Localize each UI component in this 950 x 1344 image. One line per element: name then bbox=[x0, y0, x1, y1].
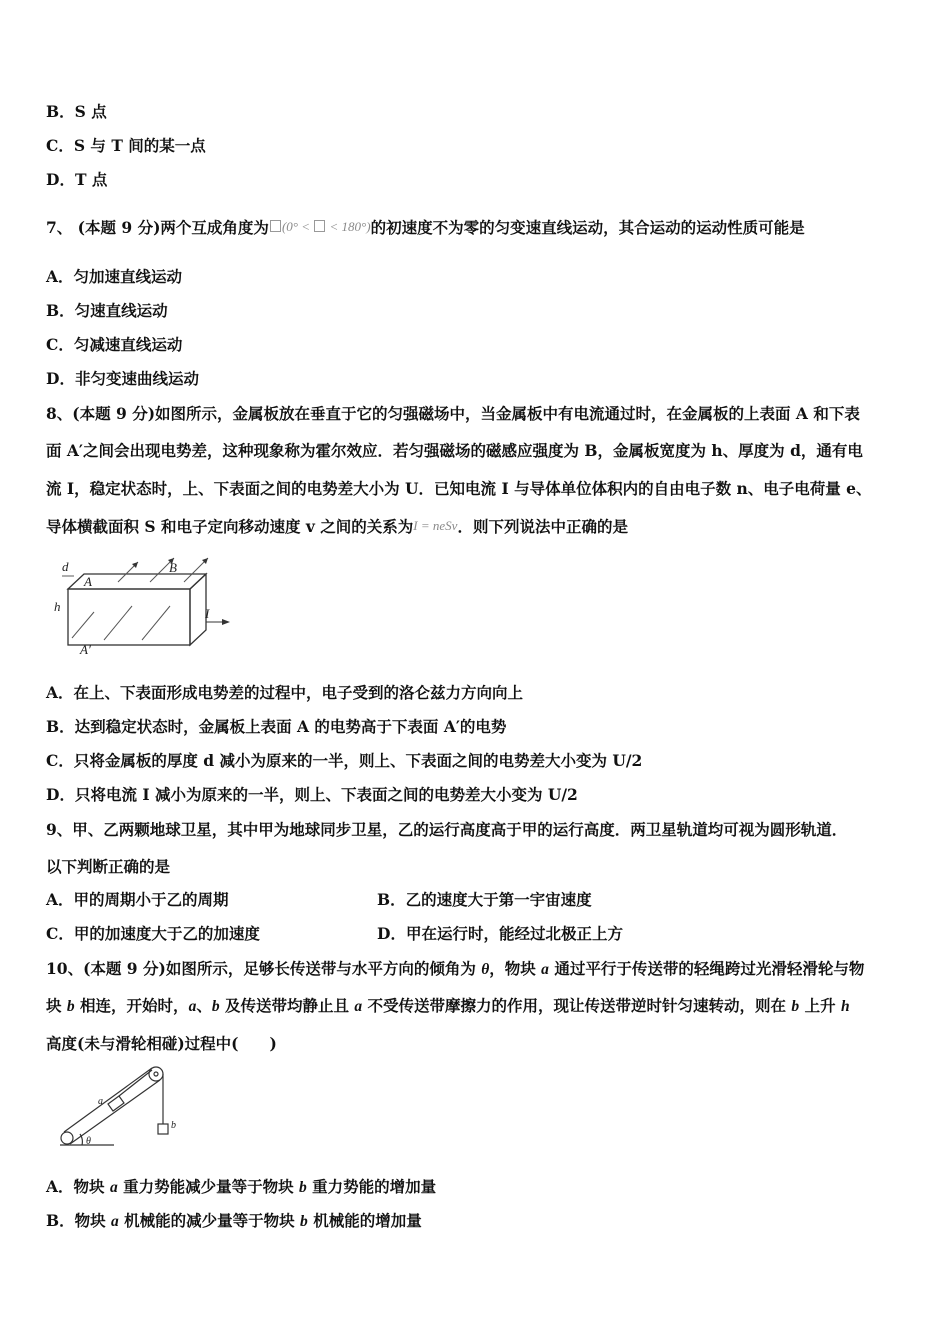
q8-option-d: D．只将电流 I 减小为原来的一半，则上、下表面之间的电势差大小变为 U/2 bbox=[46, 785, 578, 804]
q10-var-a: a bbox=[111, 1213, 119, 1230]
q10-option-a bbox=[46, 1177, 436, 1198]
q10-var-theta: θ bbox=[481, 961, 490, 978]
q8-stem-line4 bbox=[46, 516, 628, 537]
q7-angle-formula bbox=[269, 217, 371, 237]
q6-option-d: D．T 点 bbox=[46, 170, 108, 189]
q9-stem-line2: 以下判断正确的是 bbox=[46, 857, 171, 876]
q10-text: 及传送带均静止且 bbox=[219, 996, 355, 1015]
q9-option-a: A．甲的周期小于乙的周期 bbox=[46, 890, 229, 909]
q7-formula-part-a: (0° < bbox=[281, 219, 314, 234]
q10-text: 上升 bbox=[799, 996, 841, 1015]
q10-var-a: a bbox=[354, 998, 363, 1015]
q10-text: B．物块 bbox=[46, 1211, 111, 1230]
q10-var-a: a bbox=[109, 1179, 118, 1196]
q8-option-a: A．在上、下表面形成电势差的过程中，电子受到的洛仑兹力方向向上 bbox=[46, 683, 524, 702]
q10-text: ，物块 bbox=[489, 959, 542, 978]
q10-var-b: b bbox=[300, 1213, 308, 1230]
q10-text: 机械能的减少量等于物块 bbox=[118, 1211, 301, 1230]
q10-var-h: h bbox=[840, 998, 850, 1015]
q10-stem-line3: 高度(未与滑轮相碰)过程中( ) bbox=[46, 1034, 277, 1053]
q10-var-b: b bbox=[211, 998, 220, 1015]
q10-stem-line1 bbox=[46, 959, 864, 980]
current-arrowhead-icon bbox=[222, 619, 230, 625]
q10-var-a: a bbox=[541, 961, 549, 978]
placeholder-box-icon bbox=[270, 220, 281, 232]
q7-stem-post: 的初速度不为零的匀变速直线运动，其合运动的运动性质可能是 bbox=[370, 218, 805, 237]
label-h: h bbox=[54, 599, 61, 614]
q10-text: 重力势能减少量等于物块 bbox=[117, 1177, 299, 1196]
label-b: B bbox=[169, 560, 177, 575]
q10-text: 机械能的增加量 bbox=[307, 1211, 422, 1230]
metal-plate-side-face bbox=[190, 574, 206, 645]
block-b bbox=[158, 1124, 168, 1134]
q10-var-b: b bbox=[298, 1179, 307, 1196]
q10-text: 相连，开始时， bbox=[74, 996, 189, 1015]
q10-text: A．物块 bbox=[46, 1177, 110, 1196]
q9-option-c: C．甲的加速度大于乙的加速度 bbox=[46, 924, 260, 943]
q9-option-d: D．甲在运行时，能经过北极正上方 bbox=[377, 924, 623, 943]
q7-option-b: B．匀速直线运动 bbox=[46, 301, 168, 320]
q10-var-b: b bbox=[66, 998, 75, 1015]
q7-option-a: A．匀加速直线运动 bbox=[46, 267, 183, 286]
hall-effect-figure bbox=[48, 556, 238, 658]
q9-option-b: B．乙的速度大于第一宇宙速度 bbox=[377, 890, 592, 909]
top-pulley bbox=[149, 1067, 163, 1081]
q10-var-b: b bbox=[791, 998, 800, 1015]
q6-option-b: B．S 点 bbox=[46, 102, 107, 121]
pulley-axle bbox=[154, 1072, 158, 1076]
q7-option-d: D．非匀变速曲线运动 bbox=[46, 369, 199, 388]
label-a: a bbox=[98, 1096, 103, 1107]
q8-stem-line3: 流 I，稳定状态时，上、下表面之间的电势差大小为 U．已知电流 I 与导体单位体积内的自由电子数 n、电子电荷量 e、 bbox=[46, 479, 872, 498]
q8-option-c: C．只将金属板的厚度 d 减小为原来的一半，则上、下表面之间的电势差大小变为 U/2 bbox=[46, 751, 643, 770]
belt-lower-edge bbox=[70, 1080, 160, 1144]
q10-text: 通过平行于传送带的轻绳跨过光滑轻滑轮与物 bbox=[548, 959, 865, 978]
magnetic-field-lines bbox=[72, 558, 208, 640]
q10-option-b bbox=[46, 1211, 422, 1232]
q10-stem-line2 bbox=[46, 996, 850, 1017]
placeholder-box-icon bbox=[314, 220, 325, 232]
label-a-prime: A′ bbox=[80, 642, 91, 657]
q7-formula-part-b: < 180°) bbox=[326, 219, 371, 234]
label-d: d bbox=[62, 559, 69, 574]
label-a: A bbox=[84, 574, 92, 589]
label-theta: θ bbox=[86, 1136, 91, 1147]
q6-option-c: C．S 与 T 间的某一点 bbox=[46, 136, 206, 155]
bottom-roller bbox=[61, 1132, 73, 1144]
q8-option-b: B．达到稳定状态时，金属板上表面 A 的电势高于下表面 A′的电势 bbox=[46, 717, 507, 736]
q8-line4-post: ．则下列说法中正确的是 bbox=[457, 517, 628, 536]
metal-plate-front-face bbox=[68, 589, 190, 645]
q10-text: 10、(本题 9 分)如图所示，足够长传送带与水平方向的倾角为 bbox=[46, 959, 482, 978]
q8-stem-line1: 8、(本题 9 分)如图所示，金属板放在垂直于它的匀强磁场中，当金属板中有电流通过时，在金属板的上表面 A 和下表 bbox=[46, 404, 860, 423]
q10-text: 重力势能的增加量 bbox=[306, 1177, 437, 1196]
conveyor-belt-figure bbox=[52, 1062, 202, 1158]
label-b: b bbox=[171, 1120, 176, 1131]
q7-stem bbox=[46, 217, 805, 238]
q10-text: 、 bbox=[196, 996, 212, 1015]
q8-line4-pre: 导体横截面积 S 和电子定向移动速度 v 之间的关系为 bbox=[46, 517, 414, 536]
q7-option-c: C．匀减速直线运动 bbox=[46, 335, 183, 354]
label-i: I bbox=[205, 606, 210, 621]
q10-text: 不受传送带摩擦力的作用，现让传送带逆时针匀速转动，则在 bbox=[362, 996, 792, 1015]
q9-stem-line1: 9、甲、乙两颗地球卫星，其中甲为地球同步卫星，乙的运行高度高于甲的运行高度．两卫星轨道均可视为圆形轨道． bbox=[46, 820, 848, 839]
q10-var-a: a bbox=[188, 998, 197, 1015]
q8-current-formula: I = neSv bbox=[413, 518, 458, 533]
belt-upper-edge bbox=[64, 1068, 152, 1132]
q8-stem-line2: 面 A′之间会出现电势差，这种现象称为霍尔效应．若匀强磁场的磁感应强度为 B，金属板宽度为 h、厚度为 d，通有电 bbox=[46, 441, 863, 460]
rope-a bbox=[119, 1070, 152, 1096]
q7-stem-pre: 7、 (本题 9 分)两个互成角度为 bbox=[46, 218, 269, 237]
q10-text: 块 bbox=[46, 996, 67, 1015]
